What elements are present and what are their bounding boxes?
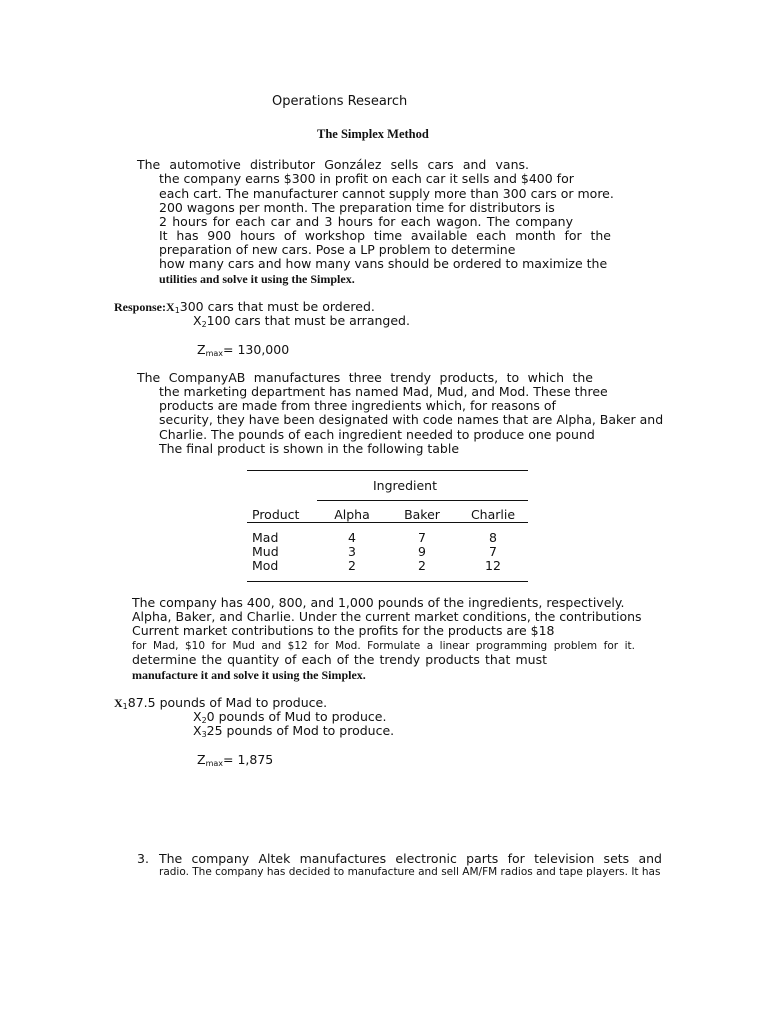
problem-1-line-7: preparation of new cars. Pose a LP problem to determine [159, 242, 516, 257]
table-group-rule [317, 500, 528, 501]
problem-3-number: 3. [137, 851, 149, 866]
x2-subscript: 2 [201, 320, 207, 329]
x3-variable: X [193, 723, 202, 738]
x2-variable: X [193, 709, 202, 724]
problem-1-answer-x1 [114, 300, 375, 314]
x1-variable: X [114, 696, 123, 710]
x1-text: 87.5 pounds of Mad to produce. [127, 695, 328, 710]
table-cell: 2 [348, 558, 356, 573]
table-cell: 4 [348, 530, 356, 545]
table-column-header: Baker [404, 507, 440, 522]
course-title: Operations Research [272, 94, 408, 109]
problem-2-line-2: the marketing department has named Mad, Mud, and Mod. These three [159, 384, 608, 399]
table-bottom-rule [247, 581, 528, 582]
table-cell: Mud [252, 544, 279, 559]
problem-2-after-line-1: The company has 400, 800, and 1,000 pounds of the ingredients, respectively. [132, 595, 625, 610]
x1-subscript: 1 [174, 306, 180, 315]
problem-2-line-1: The CompanyAB manufactures three trendy products, to which the [137, 370, 593, 385]
problem-2-determine-line: determine the quantity of each of the trendy products that must [132, 652, 547, 667]
table-column-header: Alpha [334, 507, 370, 522]
x2-subscript: 2 [201, 716, 207, 725]
problem-1-line-8: how many cars and how many vans should be ordered to maximize the [159, 256, 608, 271]
problem-2-small-line: for Mad, $10 for Mud and $12 for Mod. Formulate a linear programming problem for it. [132, 640, 635, 652]
problem-1-line-1: The automotive distributor González sells cars and vans. [137, 157, 529, 172]
x3-text: 25 pounds of Mod to produce. [206, 723, 395, 738]
table-column-header: Charlie [470, 507, 516, 522]
table-cell: 8 [489, 530, 497, 545]
problem-2-answer-x2 [193, 710, 386, 724]
problem-2-after-line-3: Current market contributions to the profits for the products are $18 [132, 623, 555, 638]
z-variable: Z [197, 342, 206, 357]
problem-2-line-4: security, they have been designated with code names that are Alpha, Baker and [159, 412, 664, 427]
x2-text: 100 cars that must be arranged. [206, 313, 410, 328]
problem-2-answer-x3 [193, 724, 394, 738]
table-cell: 7 [489, 544, 497, 559]
problem-2-line-3: products are made from three ingredients which, for reasons of [159, 398, 556, 413]
problem-1-line-5: 2 hours for each car and 3 hours for each wagon. The company [159, 214, 573, 229]
problem-3-line-1: The company Altek manufactures electronic parts for television sets and [159, 851, 662, 866]
problem-2-after-line-2: Alpha, Baker, and Charlie. Under the current market conditions, the contributions [132, 609, 642, 624]
table-header-rule [247, 522, 528, 523]
problem-2-line-5: Charlie. The pounds of each ingredient needed to produce one pound [159, 427, 595, 442]
problem-1-line-3: each cart. The manufacturer cannot supply more than 300 cars or more. [159, 186, 614, 201]
z-variable: Z [197, 752, 206, 767]
section-title: The Simplex Method [317, 127, 429, 141]
x2-variable: X [193, 313, 202, 328]
x2-text: 0 pounds of Mud to produce. [206, 709, 387, 724]
table-group-header: Ingredient [372, 478, 438, 493]
table-top-rule [247, 470, 528, 471]
table-cell: 12 [485, 558, 501, 573]
table-cell: 7 [418, 530, 426, 545]
x1-subscript: 1 [122, 702, 128, 711]
z-subscript: max [205, 759, 224, 768]
problem-2-line-6: The final product is shown in the following table [159, 441, 460, 456]
problem-1-line-2: the company earns $300 in profit on each car it sells and $400 for [159, 171, 574, 186]
problem-3-line-2: radio. The company has decided to manufacture and sell AM/FM radios and tape players. It has [159, 866, 661, 878]
ingredient-table [247, 470, 528, 582]
x1-variable: X [166, 300, 175, 314]
table-cell: 2 [418, 558, 426, 573]
table-column-header: Product [252, 507, 300, 522]
table-cell: 9 [418, 544, 426, 559]
problem-1-line-6: It has 900 hours of workshop time available each month for the [159, 228, 611, 243]
problem-2-answer-x1 [114, 696, 327, 710]
table-cell: Mod [252, 558, 279, 573]
problem-1-answer-z [197, 343, 289, 357]
x1-text: 300 cars that must be ordered. [179, 299, 375, 314]
table-cell: Mad [252, 530, 279, 545]
response-label: Response: [114, 300, 167, 314]
x3-subscript: 3 [201, 730, 207, 739]
z-subscript: max [205, 349, 224, 358]
problem-1-bold-line: utilities and solve it using the Simplex. [159, 272, 355, 286]
problem-1-line-4: 200 wagons per month. The preparation time for distributors is [159, 200, 555, 215]
problem-1-answer-x2 [193, 314, 410, 328]
table-cell: 3 [348, 544, 356, 559]
z-value: = 1,875 [223, 752, 274, 767]
problem-2-answer-z [197, 753, 273, 767]
problem-2-bold-line: manufacture it and solve it using the Simplex. [132, 668, 366, 682]
z-value: = 130,000 [223, 342, 290, 357]
